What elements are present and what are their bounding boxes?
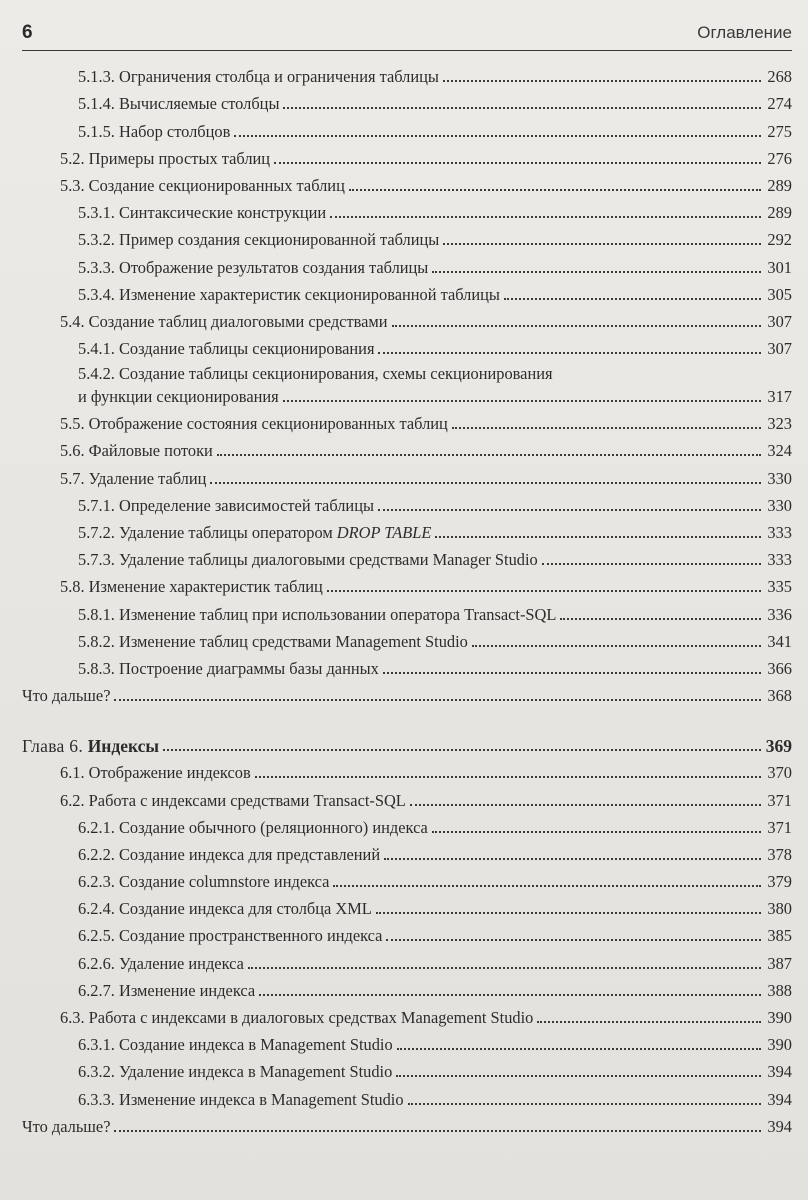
toc-entry-6-2-1[interactable] <box>22 811 792 838</box>
toc-entry-label: 5.6. Файловые потоки <box>60 441 213 461</box>
toc-entry-label: 5.5. Отображение состояния секционированных таблиц <box>60 414 448 434</box>
toc-entry-page: 317 <box>767 387 792 407</box>
toc-entry-label-italic: DROP TABLE <box>336 523 432 542</box>
toc-entry-page: 301 <box>767 257 792 277</box>
toc-entry-page: 366 <box>767 658 792 678</box>
leader-dots <box>114 1129 761 1132</box>
toc-entry-page: 289 <box>767 175 792 195</box>
toc-entry-5-4-1[interactable] <box>22 332 792 359</box>
toc-entry-label: 5.4. Создание таблиц диалоговыми средствами <box>60 311 388 331</box>
toc-entry-label-continued: и функции секционирования <box>78 387 279 407</box>
toc-entry-page: 305 <box>767 284 792 304</box>
toc-entry-6-2[interactable] <box>22 783 792 810</box>
toc-entry-page: 336 <box>767 604 792 624</box>
toc-entry-label: 5.3.2. Пример создания секционированной таблицы <box>78 230 440 250</box>
toc-entry-page: 370 <box>767 763 792 783</box>
toc-entry-5-8-2[interactable] <box>22 625 792 652</box>
page-header <box>22 22 792 48</box>
toc-entry-6-2-2[interactable] <box>22 838 792 865</box>
toc-entry-5-3-2[interactable] <box>22 223 792 250</box>
toc-entry-page: 330 <box>767 468 792 488</box>
toc-entry-label: 5.1.5. Набор столбцов <box>78 121 231 141</box>
toc-entry-page: 333 <box>767 550 792 570</box>
toc-entry-6-3-1[interactable] <box>22 1028 792 1055</box>
toc-entry-5-1-4[interactable] <box>22 87 792 114</box>
toc-entry-label: 5.8.1. Изменение таблиц при использовании оператора Transact-SQL <box>78 604 557 624</box>
leader-dots <box>504 297 761 300</box>
toc-entry-page: 380 <box>767 899 792 919</box>
toc-entry-label: 6.2.6. Удаление индекса <box>78 953 244 973</box>
toc-entry-whats-next-ch5[interactable] <box>22 679 792 706</box>
toc-entry-5-3-4[interactable] <box>22 278 792 305</box>
toc-entry-label: 6.2.2. Создание индекса для представлений <box>78 844 381 864</box>
toc-entry-5-4[interactable] <box>22 305 792 332</box>
toc-entry-label: 6.3.2. Удаление индекса в Management Studio <box>78 1062 393 1082</box>
toc-entry-label: 5.7.3. Удаление таблицы диалоговыми средствами Manager Studio <box>78 550 538 570</box>
leader-dots <box>443 79 761 82</box>
leader-dots <box>443 242 761 245</box>
toc-entry-label: Что дальше? <box>22 686 111 706</box>
toc-entry-page: 394 <box>767 1089 792 1109</box>
toc-entry-5-1-5[interactable] <box>22 114 792 141</box>
toc-entry-5-7[interactable] <box>22 461 792 488</box>
toc-entry-page: 292 <box>767 230 792 250</box>
toc-entry-label: 6.2. Работа с индексами средствами Transact-SQL <box>60 790 406 810</box>
toc-entry-label: 6.3. Работа с индексами в диалоговых средствах Management Studio <box>60 1008 534 1027</box>
toc-entry-6-1[interactable] <box>22 756 792 783</box>
toc-entry-6-2-6[interactable] <box>22 946 792 973</box>
leader-dots <box>396 1074 761 1077</box>
leader-dots <box>408 1102 761 1105</box>
leader-dots <box>234 134 761 137</box>
toc-entry-5-6[interactable] <box>22 434 792 461</box>
toc-entry-page: 379 <box>767 872 792 892</box>
leader-dots <box>392 324 761 327</box>
toc-entry-page: 323 <box>767 414 792 434</box>
leader-dots <box>349 188 761 191</box>
toc-entry-page: 307 <box>767 311 792 331</box>
toc-entry-label: 5.3.4. Изменение характеристик секционированной таблицы <box>78 284 500 304</box>
leader-dots <box>217 453 761 456</box>
leader-dots <box>378 351 761 354</box>
toc-entry-page: 275 <box>767 121 792 141</box>
toc-entry-label: 6.3.3. Изменение индекса в Management Studio <box>78 1089 404 1109</box>
toc-entry-page: 335 <box>767 577 792 597</box>
toc-entry-5-8[interactable] <box>22 570 792 597</box>
chapter-prefix: Глава 6. <box>22 736 88 757</box>
toc-entry-label: 5.7.1. Определение зависимостей таблицы <box>78 495 374 515</box>
toc-entry-label: 6.3.1. Создание индекса в Management Studio <box>78 1035 393 1055</box>
toc-entry-page: 369 <box>765 736 792 757</box>
toc-entry-5-4-2[interactable] <box>22 359 792 407</box>
toc-entry-page: 371 <box>767 790 792 810</box>
toc-entry-label: Что дальше? <box>22 1116 111 1136</box>
leader-dots <box>432 830 761 833</box>
leader-dots <box>384 857 761 860</box>
leader-dots <box>333 884 761 887</box>
toc-entry-page: 341 <box>767 631 792 651</box>
toc-entry-label: 5.8.2. Изменение таблиц средствами Management Studio <box>78 631 468 651</box>
leader-dots <box>283 399 761 402</box>
toc-entry-label: 6.2.1. Создание обычного (реляционного) индекса <box>78 817 428 837</box>
leader-dots <box>432 270 761 273</box>
toc-entry-6-3-3[interactable] <box>22 1082 792 1109</box>
toc-entry-page: 324 <box>767 441 792 461</box>
toc-entry-5-7-1[interactable] <box>22 489 792 516</box>
toc-entry-label: 6.2.3. Создание columnstore индекса <box>78 872 330 892</box>
toc-entry-page: 307 <box>767 339 792 359</box>
leader-dots <box>560 617 761 620</box>
leader-dots <box>383 671 761 674</box>
toc-entry-continuation <box>78 385 792 407</box>
toc-entry-page: 368 <box>767 686 792 706</box>
toc-entry-label: 5.7. Удаление таблиц <box>60 468 207 488</box>
toc-entry-page: 394 <box>767 1062 792 1082</box>
toc-entry-label: 5.4.2. Создание таблицы секционирования, схемы секционирования <box>78 364 553 384</box>
leader-dots <box>472 644 761 647</box>
toc-entry-label: 6.2.4. Создание индекса для столбца XML <box>78 899 372 919</box>
toc-entry-label: 5.4.1. Создание таблицы секционирования <box>78 339 375 359</box>
toc-entry-5-8-3[interactable] <box>22 652 792 679</box>
leader-dots <box>210 481 761 484</box>
leader-dots <box>114 698 761 701</box>
toc-entry-6-2-5[interactable] <box>22 919 792 946</box>
toc-chapter-6[interactable] <box>22 706 792 756</box>
toc-entry-page: 330 <box>767 495 792 515</box>
toc-chapter-label <box>22 736 159 756</box>
toc-entry-6-2-4[interactable] <box>22 892 792 919</box>
leader-dots <box>330 215 761 218</box>
toc-entry-page: 378 <box>767 844 792 864</box>
toc-entry-label: 6.1. Отображение индексов <box>60 763 251 783</box>
toc-entry-page: 388 <box>767 980 792 1000</box>
toc-entry-page: 390 <box>767 1008 792 1027</box>
toc-entry-5-7-2[interactable] <box>22 516 792 543</box>
toc-entry-5-3[interactable] <box>22 169 792 196</box>
leader-dots <box>255 775 761 778</box>
toc-entry-label: 5.1.4. Вычисляемые столбцы <box>78 94 280 114</box>
toc-entry-page: 276 <box>767 148 792 168</box>
toc-entry-6-2-7[interactable] <box>22 974 792 1001</box>
toc-entry-page: 371 <box>767 817 792 837</box>
toc-entry-5-1-3[interactable] <box>22 60 792 87</box>
leader-dots <box>435 535 761 538</box>
toc-entry-page: 387 <box>767 953 792 973</box>
toc-entry-6-3[interactable] <box>22 1001 792 1028</box>
toc-entry-label: 5.1.3. Ограничения столбца и ограничения таблицы <box>78 67 439 87</box>
chapter-title: Индексы <box>87 736 160 757</box>
toc-entry-page: 289 <box>767 203 792 223</box>
table-of-contents <box>22 60 792 1137</box>
toc-entry-label: 5.8.3. Построение диаграммы базы данных <box>78 658 379 678</box>
toc-entry-label: 5.3. Создание секционированных таблиц <box>60 175 345 195</box>
toc-entry-page: 390 <box>767 1035 792 1055</box>
toc-entry-page: 268 <box>767 67 792 87</box>
toc-entry-whats-next-ch6[interactable] <box>22 1110 792 1137</box>
toc-entry-5-3-3[interactable] <box>22 250 792 277</box>
toc-entry-page: 385 <box>767 926 792 946</box>
leader-dots <box>248 966 761 969</box>
leader-dots <box>163 748 761 751</box>
toc-entry-5-7-3[interactable] <box>22 543 792 570</box>
page-number: 6 <box>22 22 33 43</box>
toc-entry-label: 6.2.7. Изменение индекса <box>78 980 256 1000</box>
leader-dots <box>283 106 761 109</box>
toc-entry-5-8-1[interactable] <box>22 597 792 624</box>
toc-entry-label: 5.3.1. Синтаксические конструкции <box>78 203 327 223</box>
header-rule <box>22 50 792 51</box>
leader-dots <box>537 1020 761 1023</box>
toc-entry-label: 5.8. Изменение характеристик таблиц <box>60 577 323 597</box>
leader-dots <box>386 938 761 941</box>
leader-dots <box>378 508 761 511</box>
toc-entry-label: 5.2. Примеры простых таблиц <box>60 148 271 168</box>
leader-dots <box>376 911 761 914</box>
toc-entry-page: 274 <box>767 94 792 114</box>
leader-dots <box>542 562 761 565</box>
leader-dots <box>452 426 761 429</box>
running-title: Оглавление <box>697 23 792 42</box>
leader-dots <box>410 803 761 806</box>
toc-entry-5-3-1[interactable] <box>22 196 792 223</box>
toc-entry-6-3-2[interactable] <box>22 1055 792 1082</box>
leader-dots <box>327 589 761 592</box>
toc-entry-page: 333 <box>767 523 792 542</box>
leader-dots <box>274 161 761 164</box>
toc-entry-page: 394 <box>767 1116 792 1136</box>
toc-entry-5-5[interactable] <box>22 407 792 434</box>
leader-dots <box>397 1047 761 1050</box>
toc-entry-label-plain: 5.7.2. Удаление таблицы оператором <box>78 523 337 542</box>
leader-dots <box>259 993 761 996</box>
toc-entry-6-2-3[interactable] <box>22 865 792 892</box>
toc-entry-5-2[interactable] <box>22 142 792 169</box>
toc-entry-label: 5.3.3. Отображение результатов создания таблицы <box>78 257 429 277</box>
toc-entry-label <box>78 523 431 543</box>
toc-entry-label: 6.2.5. Создание пространственного индекса <box>78 926 383 946</box>
